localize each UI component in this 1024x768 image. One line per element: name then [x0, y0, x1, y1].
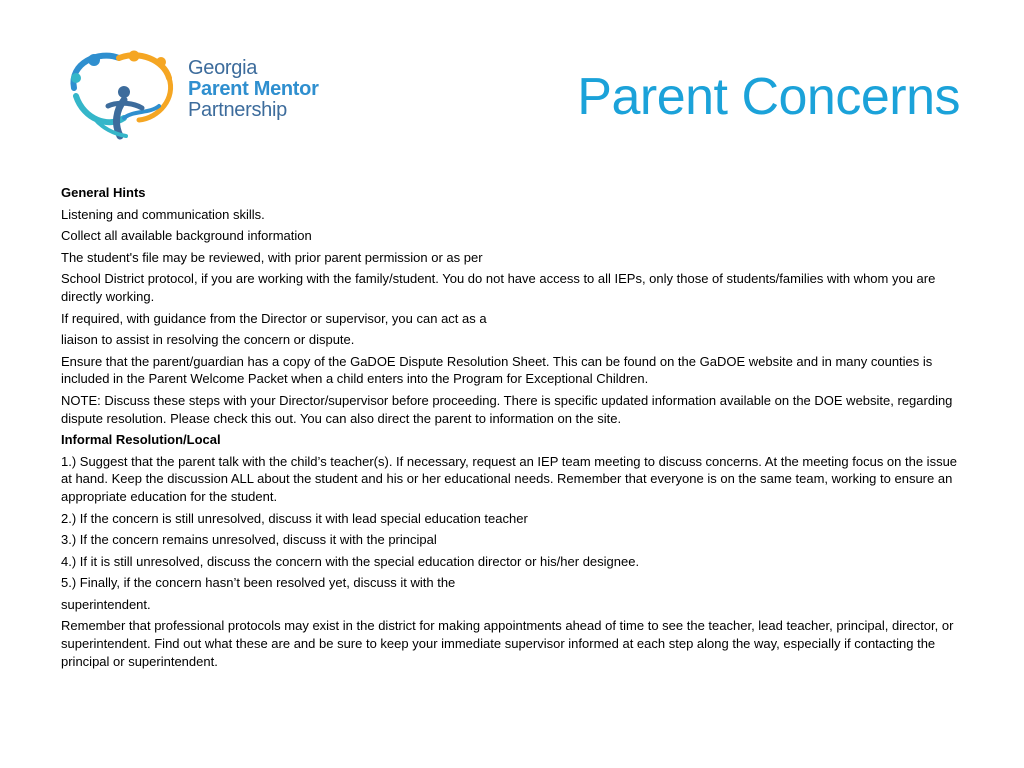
paragraph: Collect all available background information: [61, 228, 312, 244]
list-item: 4.) If it is still unresolved, discuss the concern with the special education director or his/her designee.: [61, 553, 640, 569]
paragraph: If required, with guidance from the Director or supervisor, you can act as a: [61, 310, 487, 326]
paragraph: Remember that professional protocols may exist in the district for making appointments ahead of time to see the teacher, lead teacher, principal, director, or superintendent. Find out what these are and be sure to keep your immediate supervisor informed at each step along the way, especially if contacting the principal or superintendent.: [61, 618, 954, 669]
paragraph: Ensure that the parent/guardian has a copy of the GaDOE Dispute Resolution Sheet. This can be found on the GaDOE website and in many counties is included in the Parent Welcome Packet when a child enters into the Program for Exceptional Children.: [61, 353, 933, 387]
list-item: 3.) If the concern remains unresolved, discuss it with the principal: [61, 532, 437, 548]
logo-line-parent-mentor: Parent Mentor: [188, 78, 319, 100]
section-heading-informal-resolution: Informal Resolution/Local: [61, 432, 221, 448]
paragraph: Listening and communication skills.: [61, 206, 265, 222]
body-text: [61, 184, 961, 674]
paragraph: The student's file may be reviewed, with prior parent permission or as per: [61, 249, 483, 265]
logo-line-georgia: Georgia: [188, 57, 258, 79]
paragraph: liaison to assist in resolving the concern or dispute.: [61, 332, 355, 348]
paragraph: NOTE: Discuss these steps with your Director/supervisor before proceeding. There is specific updated information available on the DOE website, regarding dispute resolution. Please check this out. You can also direct the parent to information on the site.: [61, 392, 953, 426]
list-item: 5.) Finally, if the concern hasn’t been resolved yet, discuss it with the: [61, 575, 456, 591]
section-heading-general-hints: General Hints: [61, 185, 146, 200]
parent-mentor-figures-logo-icon: [64, 48, 179, 140]
logo-wordmark: [188, 58, 319, 121]
list-item: 2.) If the concern is still unresolved, discuss it with lead special education teacher: [61, 510, 528, 526]
paragraph: School District protocol, if you are working with the family/student. You do not have access to all IEPs, only those of students/families with whom you are directly working.: [61, 271, 936, 304]
list-item: 1.) Suggest that the parent talk with the child’s teacher(s). If necessary, request an IEP team meeting to discuss concerns. At the meeting focus on the issue at hand. Keep the discussion ALL about the student and his or her educational needs. Remember that everyone is on the same team, working to ensure an appropriate education for the student.: [61, 453, 958, 504]
logo-line-partnership: Partnership: [188, 99, 287, 121]
page-title: Parent Concerns: [577, 68, 960, 126]
logo: [64, 48, 324, 140]
paragraph: superintendent.: [61, 596, 151, 612]
